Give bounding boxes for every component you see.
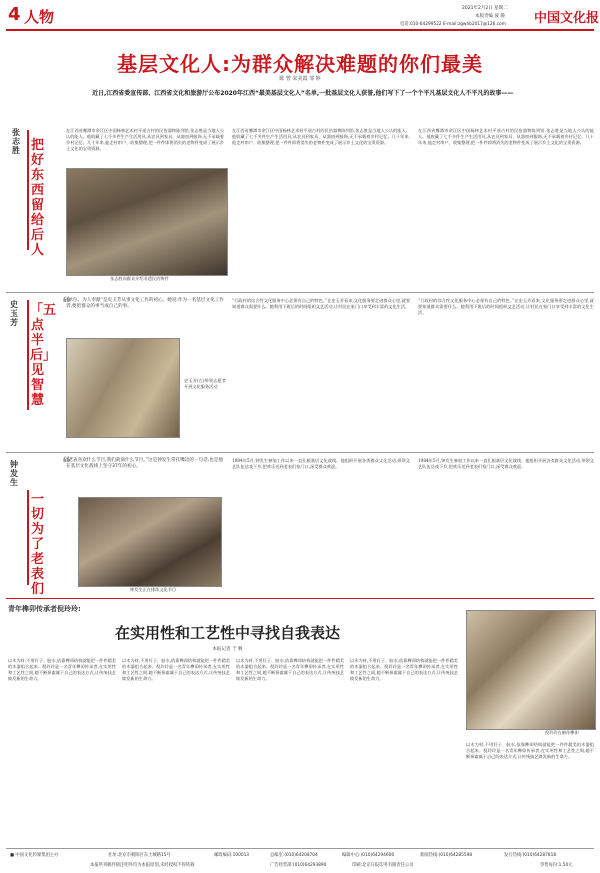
footer-news-hotline: 新闻热线:(010)64285598 <box>420 853 473 858</box>
article2-byline: 本报记者 于 帆 <box>212 647 243 652</box>
s1-headline: 把好东西留给后人 <box>30 138 44 258</box>
article2-kicker: 青年榫卯传承者倪玲玲: <box>8 605 81 613</box>
footer-notice: 本报所刊稿件除注明外均为本报原创,未经授权不得转载 <box>90 863 195 868</box>
article1-title: 基层文化人:为群众解决难题的你们最美 <box>117 52 483 76</box>
s2-photo-caption: 史玉芳(右)带领志愿者开展文化服务活动 <box>184 378 226 390</box>
s1-name: 张志胜 <box>12 128 20 155</box>
s3-vertical-bar <box>27 490 29 585</box>
s3-body-col2: 1984年5月,钟发生参加工作以来一直扎根基层文化战线。他组织开展各类群众文化活动,带领文艺队伍送戏下乡,把欢乐送到老表们家门口,深受群众欢迎。 <box>418 458 594 470</box>
section-title: 人物 <box>24 8 55 26</box>
article2-body-col4: 以木为材,不用钉子、胶水,依靠榫卯结构就能把一件件精美的木器组合起来。倪玲玲是一名青年榫卯传承者,在实用性和工艺性之间,她不断探索属于自己的表达方式,让传统技艺焕发新的生命力。 <box>350 658 458 682</box>
article1-byline: 陈 曾 宋美霞 邹 婷 <box>279 76 321 82</box>
s3-headline: 一切为了老表们 <box>30 492 44 597</box>
s2-body-col1: “行政村的综合性文化服务中心必须有自己的特色。”在史玉芳看来,文化服务要走进群众心里,就要知道群众需要什么。她利用下班后的时间组织文艺活动,让村民在家门口享受到丰富的文化生活。 <box>232 298 410 310</box>
s3-name: 钟发生 <box>10 460 18 487</box>
article2-body-col3: 以木为材,不用钉子、胶水,依靠榫卯结构就能把一件件精美的木器组合起来。倪玲玲是一名青年榫卯传承者,在实用性和工艺性之间,她不断探索属于自己的表达方式,让传统技艺焕发新的生命力。 <box>236 658 344 682</box>
article2-photo <box>466 610 596 730</box>
footer-publisher: ■ 中国文化传媒集团主办 <box>10 853 59 858</box>
header-date: 2021年2月2日 星期二 <box>462 6 508 11</box>
footer-ad: 广告经营部:(010)64293890 <box>270 863 327 868</box>
s2-quote: “单位、为人奉献”是史玉芳从事文化工作的初心。她说:作为一名基层文化工作者,要把群众的事当成自己的事。 <box>66 298 224 310</box>
s1-body-col3: 在江西省鹰潭市余江区中国杨林艺术村平遥古村的民俗器物陈列馆,张志胜是当地人公认的能人。他收藏了七千多件生产生活用具,从农具到家具、从器皿到服饰,无不承载着乡村记忆。几十年来,他走村串户、收集整理,把一件件即将消失的老物件变成了展示乡土文化的宝贵资源。 <box>418 128 594 146</box>
s1-body-col2: 在江西省鹰潭市余江区中国杨林艺术村平遥古村的民俗器物陈列馆,张志胜是当地人公认的能人。他收藏了七千多件生产生活用具,从农具到家具、从器皿到服饰,无不承载着乡村记忆。几十年来,他走村串户、收集整理,把一件件即将消失的老物件变成了展示乡土文化的宝贵资源。 <box>232 128 410 146</box>
newspaper-logo: 中国文化报 <box>534 11 600 26</box>
footer-editorial: 编辑中心:(010)64294606 <box>342 853 395 858</box>
s2-quote-mark: ❝ <box>62 293 71 312</box>
s3-photo-caption: 钟发生正在排练文化节目 <box>130 587 177 592</box>
s1-photo <box>66 168 228 276</box>
article1-intro: 近日,江西省委宣传部、江西省文化和旅游厅公布2020年江西“最美基层文化人”名单,一批基层文化人获誉,他们写下了一个个平凡基层文化人不平凡的故事—— <box>92 90 514 97</box>
s1-body-col1: 在江西省鹰潭市余江区中国杨林艺术村平遥古村的民俗器物陈列馆,张志胜是当地人公认的能人。他收藏了七千多件生产生活用具,从农具到家具、从器皿到服饰,无不承载着乡村记忆。几十年来,他走村串户、收集整理,把一件件即将消失的老物件变成了展示乡土文化的宝贵资源。 <box>66 128 224 152</box>
header-editor: 本版责编 彼 静 <box>475 14 505 19</box>
footer-printer: 印刷:北京日报印务有限责任公司 <box>352 863 414 868</box>
footer-general-office: 总编室:(010)64208704 <box>270 853 318 858</box>
article2-body-col2: 以木为材,不用钉子、胶水,依靠榫卯结构就能把一件件精美的木器组合起来。倪玲玲是一名青年榫卯传承者,在实用性和工艺性之间,她不断探索属于自己的表达方式,让传统技艺焕发新的生命力。 <box>122 658 230 682</box>
divider-s2 <box>6 452 594 453</box>
article2-body-col5: 以木为材,不用钉子、胶水,依靠榫卯结构就能把一件件精美的木器组合起来。倪玲玲是一名青年榫卯传承者,在实用性和工艺性之间,她不断探索属于自己的表达方式,让传统技艺焕发新的生命力。 <box>466 742 594 760</box>
article2-photo-caption: 倪玲玲在制作榫卯 <box>545 730 579 735</box>
page-header <box>0 0 600 30</box>
footer-address: 社址:北京市朝阳区东土城路15号 <box>108 853 171 858</box>
footer-rule <box>6 848 594 849</box>
divider-s1 <box>6 292 594 293</box>
article2-body-col1: 以木为材,不用钉子、胶水,依靠榫卯结构就能把一件件精美的木器组合起来。倪玲玲是一名青年榫卯传承者,在实用性和工艺性之间,她不断探索属于自己的表达方式,让传统技艺焕发新的生命力。 <box>8 658 116 682</box>
footer-issue-hotline: 发行热线:(010)64287818 <box>504 853 557 858</box>
footer-postcode: 邮政编码:100013 <box>214 853 250 858</box>
header-contact: 电话:010-64299522 E-mail:zgwhb2017@126.com <box>400 22 506 27</box>
s1-vertical-bar <box>27 130 29 250</box>
s2-body-col2: “行政村的综合性文化服务中心必须有自己的特色。”在史玉芳看来,文化服务要走进群众心里,就要知道群众需要什么。她利用下班后的时间组织文艺活动,让村民在家门口享受到丰富的文化生活。 <box>418 298 594 316</box>
s2-name: 史玉芳 <box>10 300 18 327</box>
footer-price: 零售每份:1.50元 <box>540 863 573 868</box>
s2-headline: 「五点半后」见智慧 <box>30 303 57 408</box>
header-rule <box>6 29 594 31</box>
s2-vertical-bar <box>27 300 29 410</box>
divider-article2 <box>6 598 594 599</box>
s1-photo-caption: 张志胜向群众介绍非遗民俗物件 <box>110 276 169 281</box>
s3-photo <box>78 497 222 587</box>
page-number: 4 <box>8 4 21 25</box>
s3-quote-mark: ❝ <box>62 453 71 472</box>
s2-photo <box>66 338 180 438</box>
article2-title: 在实用性和工艺性中寻找自我表达 <box>114 624 340 642</box>
s3-quote: “老表喜欢什么节目,我们就演什么节目。”这是钟发生常挂嘴边的一句话,也是他在基层文化战线上坚守37年的初心。 <box>66 458 223 470</box>
s3-body-col1: 1984年5月,钟发生参加工作以来一直扎根基层文化战线。他组织开展各类群众文化活动,带领文艺队伍送戏下乡,把欢乐送到老表们家门口,深受群众欢迎。 <box>232 458 410 470</box>
